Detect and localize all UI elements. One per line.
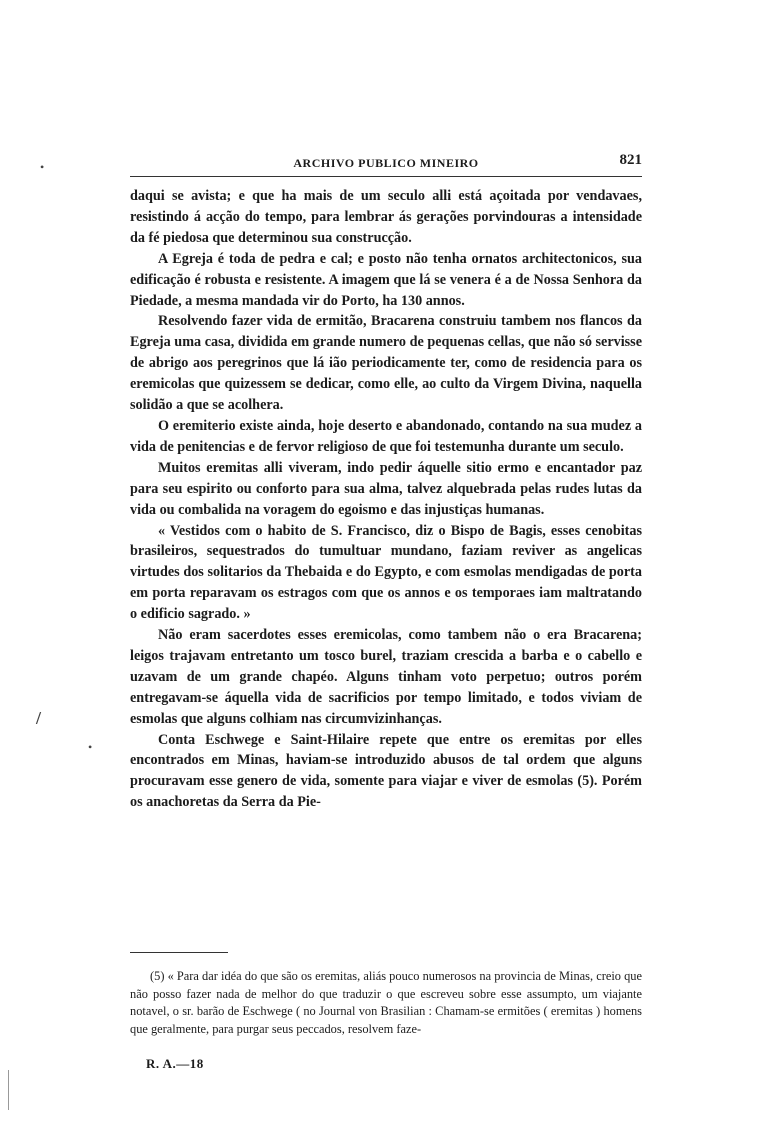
footnote <box>130 968 642 1038</box>
footnote-rule <box>130 952 228 953</box>
paragraph: Não eram sacerdotes esses eremicolas, como tambem não o era Bracarena; leigos trajavam entretanto um tosco burel, traziam crescida a barba e o cabello e uzavam de um grande chapéo. Alguns tinham voto perpetuo; outros porém entregavam-se áquella vida de sacrificios por tempo limitado, e todos viviam de esmolas que alguns colhiam nas circumvizinhanças. <box>130 627 642 727</box>
footnote-text: (5) « Para dar idéa do que são os eremitas, aliás pouco numerosos na provincia de Minas, creio que não posso fazer nada de melhor do que traduzir o que escreveu sobre esse assumpto, um viajante notavel, o sr. barão de Eschwege ( no Journal von Brasilian : Chamam-se ermitões ( eremitas ) homens que geralmente, para purgar seus peccados, resolvem faze- <box>130 969 642 1036</box>
signature-mark: R. A.—18 <box>146 1056 204 1071</box>
paragraph: Muitos eremitas alli viveram, indo pedir áquelle sitio ermo e encantador paz para seu espirito ou conforto para sua alma, talvez alquebrada pelas rudes lutas da vida ou combalida na voragem do egoismo e das injustiças humanas. <box>130 459 642 518</box>
paragraph: « Vestidos com o habito de S. Francisco, diz o Bispo de Bagis, esses cenobitas brasileiros, sequestrados do tumultuar mundano, faziam reviver as angelicas virtudes dos solitarios da Thebaida e do Egypto, e com esmolas mendigadas de porta em porta reparavam os estragos com que os annos e os temporaes iam maltratando o edificio sagrado. » <box>130 522 642 623</box>
scan-speck: • <box>40 160 45 174</box>
running-head: ARCHIVO PUBLICO MINEIRO <box>293 156 479 170</box>
paragraph: Resolvendo fazer vida de ermitão, Bracarena construiu tambem nos flancos da Egreja uma casa, dividida em grande numero de pequenas cellas, que não só servisse de abrigo aos peregrinos que lá ião periodicamente ter, como de residencia para os eremicolas que quizessem se dedicar, como elle, ao culto da Virgem Divina, naquella solidão a que se acolhera. <box>130 313 642 414</box>
paragraph: Conta Eschwege e Saint-Hilaire repete que entre os eremitas por elles encontrados em Minas, haviam-se introduzido abusos de tal ordem que alguns procuravam esse genero de vida, somente para viajar e viver de esmolas (5). Porém os anachoretas da Serra da Pie- <box>130 731 642 811</box>
scan-edge-line <box>8 1070 9 1110</box>
page-number: 821 <box>619 152 642 168</box>
scan-mark: / <box>36 708 42 728</box>
paragraph: daqui se avista; e que ha mais de um seculo alli está açoitada por vendavaes, resistindo á acção do tempo, para lembrar ás gerações porvindouras a intensidade da fé piedosa que determinou sua construcção. <box>130 188 642 246</box>
body-text <box>130 186 642 813</box>
paragraph: O eremiterio existe ainda, hoje deserto e abandonado, contando na sua mudez a vida de penitencias e de fervor religioso de que foi testemunha durante um seculo. <box>130 417 642 455</box>
header-rule <box>130 176 642 177</box>
scan-speck: • <box>88 740 93 754</box>
page-header <box>130 152 642 174</box>
paragraph: A Egreja é toda de pedra e cal; e posto não tenha ornatos architectonicos, sua edificação é robusta e resistente. A imagem que lá se venera é a de Nossa Senhora da Piedade, a mesma mandada vir do Porto, ha 130 annos. <box>130 250 642 309</box>
